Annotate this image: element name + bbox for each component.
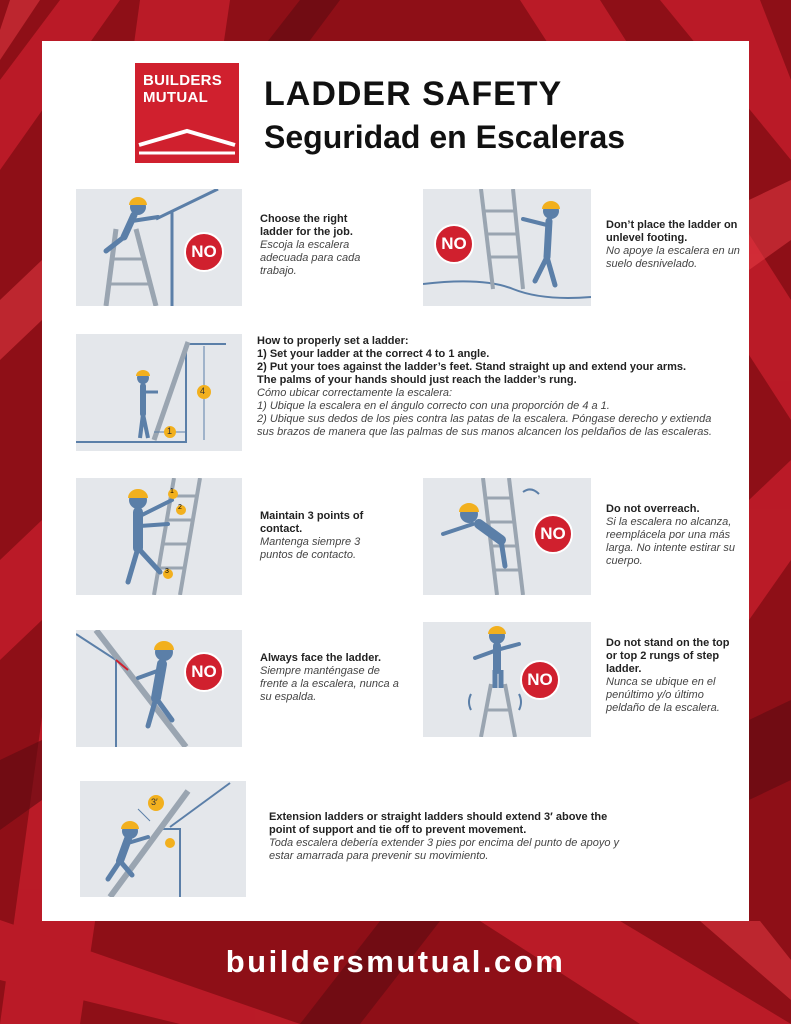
illustration-three-points (76, 478, 242, 595)
no-badge: NO (520, 660, 560, 700)
tip-face-en: Always face the ladder. (260, 652, 382, 664)
tip-extension-en: Extension ladders or straight ladders should extend 3′ above the point of support and tie off to prevent movement. (269, 811, 608, 836)
tip-top-rungs (606, 637, 736, 715)
tip-three-points-en: Maintain 3 points of contact. (260, 510, 364, 535)
tip-unlevel-es: No apoye la escalera en un suelo desnivelado. (606, 245, 740, 270)
logo-line2: MUTUAL (143, 89, 209, 106)
tip-top-rungs-en: Do not stand on the top or top 2 rungs of step ladder. (606, 637, 730, 675)
tip-extension-es: Toda escalera debería extender 3 pies por encima del punto de apoyo y estar amarrada para prevenir su movimiento. (269, 837, 619, 862)
set-ladder-es-0: Cómo ubicar correctamente la escalera: (257, 387, 453, 399)
set-ladder-es-1: 1) Ubique la escalera en el ángulo correcto con una proporción de 4 a 1. (257, 400, 610, 412)
tip-top-rungs-es: Nunca se ubique en el penúltimo y/o último peldaño de la escalera. (606, 676, 720, 714)
logo-roof-icon (135, 123, 239, 163)
tip-right-ladder (260, 213, 375, 278)
illustration-extension-ladder (80, 781, 246, 897)
label-1: 1 (167, 426, 173, 436)
tip-unlevel (606, 219, 741, 271)
set-ladder-en-2: 2) Put your toes against the ladder’s feet. Stand straight up and extend your arms. (257, 361, 687, 373)
logo-line1: BUILDERS (143, 72, 223, 89)
tip-overreach (606, 503, 741, 568)
illustration-face-ladder (76, 630, 242, 747)
tip-overreach-en: Do not overreach. (606, 503, 700, 515)
title-en: LADDER SAFETY (264, 75, 563, 113)
poster-card (42, 41, 749, 921)
tip-right-ladder-es: Escoja la escalera adecuada para cada trabajo. (260, 239, 361, 277)
set-ladder-en-0: How to properly set a ladder: (257, 335, 409, 347)
builders-mutual-logo (135, 63, 239, 163)
no-badge: NO (184, 232, 224, 272)
tip-three-points-es: Mantenga siempre 3 puntos de contacto. (260, 536, 361, 561)
point-label-2: 2 (178, 504, 182, 511)
tip-face (260, 652, 400, 704)
tip-three-points (260, 510, 375, 562)
tip-right-ladder-en: Choose the right ladder for the job. (260, 213, 353, 238)
label-4: 4 (200, 386, 206, 396)
website-url[interactable]: buildersmutual.com (225, 944, 566, 979)
no-badge: NO (434, 224, 474, 264)
tip-set-ladder (257, 335, 737, 439)
title-es: Seguridad en Escaleras (264, 119, 626, 155)
tip-overreach-es: Si la escalera no alcanza, reemplácela por una más larga. No intente estirar su cuerpo. (606, 516, 736, 567)
illustration-top-rungs (423, 622, 591, 737)
illustration-4-to-1-angle (76, 334, 242, 451)
set-ladder-es-2: 2) Ubique sus dedos de los pies contra las patas de la escalera. Póngase derecho y extienda (257, 413, 712, 425)
tip-face-es: Siempre manténgase de frente a la escalera, nunca a su espalda. (260, 665, 399, 703)
label-3ft: 3′ (151, 797, 158, 807)
no-badge: NO (184, 652, 224, 692)
set-ladder-en-1: 1) Set your ladder at the correct 4 to 1 angle. (257, 348, 490, 360)
tip-extension (269, 811, 634, 863)
tip-unlevel-en: Don’t place the ladder on unlevel footing. (606, 219, 738, 244)
point-label-3: 3 (165, 568, 169, 575)
no-badge: NO (533, 514, 573, 554)
set-ladder-en-3: The palms of your hands should just reach the ladder’s rung. (257, 374, 577, 386)
point-label-1: 1 (170, 488, 174, 495)
set-ladder-es-3: sus brazos de manera que las palmas de sus manos alcancen los peldaños de las escaleras. (257, 426, 712, 438)
